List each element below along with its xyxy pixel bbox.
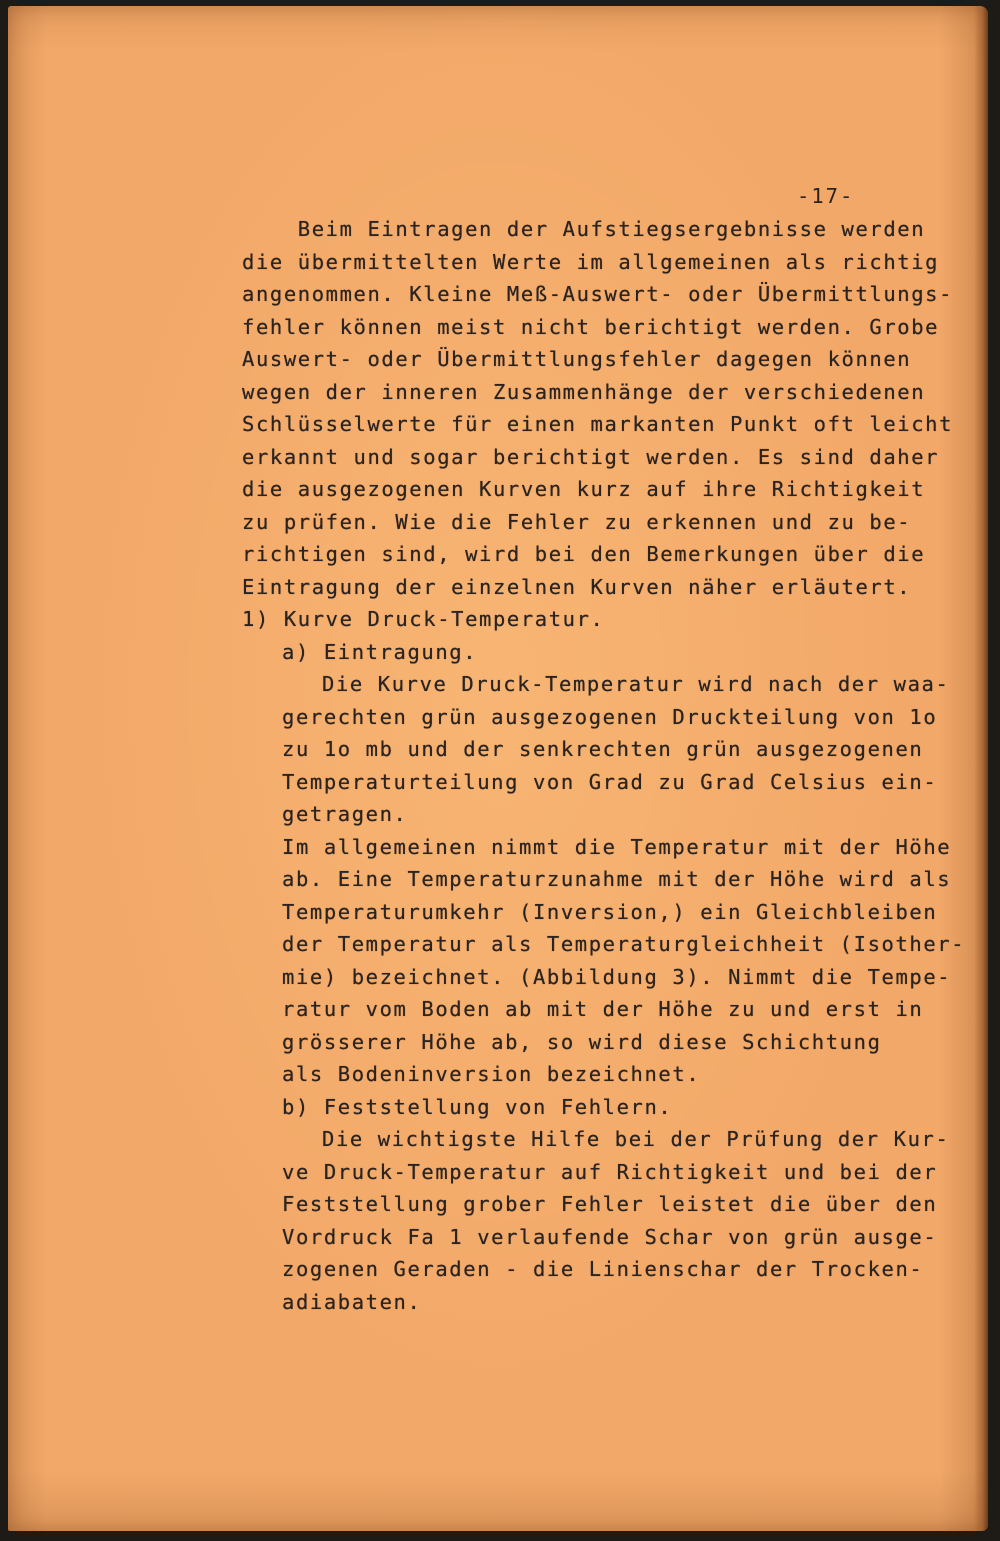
text-line: Temperaturumkehr (Inversion,) ein Gleichbleiben xyxy=(282,900,938,924)
text-line: wegen der inneren Zusammenhänge der verschiedenen xyxy=(242,380,926,404)
text-line: getragen. xyxy=(282,802,408,826)
text-line: Schlüsselwerte für einen markanten Punkt oft leicht xyxy=(242,412,954,436)
text-line: adiabaten. xyxy=(282,1290,422,1314)
section-heading: 1) Kurve Druck-Temperatur. xyxy=(242,607,605,631)
text-line: grösserer Höhe ab, so wird diese Schichtung xyxy=(282,1030,882,1054)
text-line: Beim Eintragen der Aufstiegsergebnisse werden xyxy=(242,217,926,241)
text-line: ve Druck-Temperatur auf Richtigkeit und bei der xyxy=(282,1160,938,1184)
text-line: die ausgezogenen Kurven kurz auf ihre Richtigkeit xyxy=(242,477,926,501)
text-line: mie) bezeichnet. (Abbildung 3). Nimmt die Tempe- xyxy=(282,965,952,989)
text-line: Auswert- oder Übermittlungsfehler dagegen können xyxy=(242,347,912,371)
subsection-heading: a) Eintragung. xyxy=(282,640,478,664)
text-line: richtigen sind, wird bei den Bemerkungen über die xyxy=(242,542,926,566)
text-line: erkannt und sogar berichtigt werden. Es sind daher xyxy=(242,445,940,469)
text-line: die übermittelten Werte im allgemeinen als richtig xyxy=(242,250,940,274)
text-line: fehler können meist nicht berichtigt werden. Grobe xyxy=(242,315,940,339)
text-line: zogenen Geraden - die Linienschar der Trocken- xyxy=(282,1257,924,1281)
text-line: Vordruck Fa 1 verlaufende Schar von grün ausge- xyxy=(282,1225,938,1249)
text-line: zu prüfen. Wie die Fehler zu erkennen und zu be- xyxy=(242,510,912,534)
text-line: als Bodeninversion bezeichnet. xyxy=(282,1062,701,1086)
text-line: Eintragung der einzelnen Kurven näher erläutert. xyxy=(242,575,912,599)
text-line: Im allgemeinen nimmt die Temperatur mit der Höhe xyxy=(282,835,952,859)
text-line: Temperaturteilung von Grad zu Grad Celsius ein- xyxy=(282,770,938,794)
text-line: der Temperatur als Temperaturgleichheit (Isother- xyxy=(282,932,966,956)
subsection-heading: b) Feststellung von Fehlern. xyxy=(282,1095,673,1119)
text-line: Feststellung grober Fehler leistet die über den xyxy=(282,1192,938,1216)
page-number: -17- xyxy=(797,184,855,208)
text-line: zu 1o mb und der senkrechten grün ausgezogenen xyxy=(282,737,924,761)
text-line: ratur vom Boden ab mit der Höhe zu und erst in xyxy=(282,997,924,1021)
text-line: angenommen. Kleine Meß-Auswert- oder Übermittlungs- xyxy=(242,282,954,306)
text-line: Die Kurve Druck-Temperatur wird nach der waa- xyxy=(322,672,950,696)
text-line: gerechten grün ausgezogenen Druckteilung von 1o xyxy=(282,705,938,729)
text-line: Die wichtigste Hilfe bei der Prüfung der Kur- xyxy=(322,1127,950,1151)
text-line: ab. Eine Temperaturzunahme mit der Höhe wird als xyxy=(282,867,952,891)
